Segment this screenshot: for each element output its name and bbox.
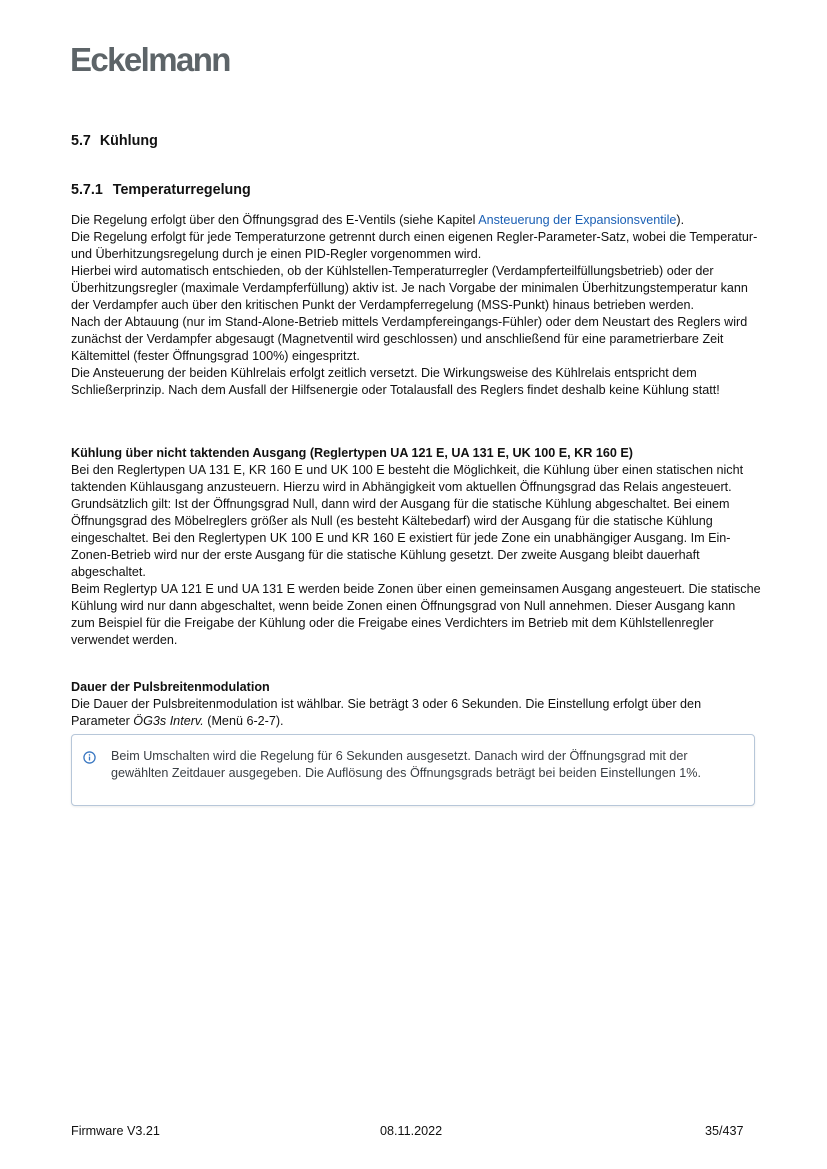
non-clocked-paragraph-1: Bei den Reglertypen UA 131 E, KR 160 E und UK 100 E besteht die Möglichkeit, die Kühlung über einen statischen nicht taktenden Kühlausgang anzusteuern. Hierzu wird in Abhängigkeit vom aktuellen Öffnungsgrad das Relais angesteuert. [71,463,744,494]
pwm-heading: Dauer der Pulsbreitenmodulation [71,680,270,694]
intro-paragraph-5: Die Ansteuerung der beiden Kühlrelais erfolgt zeitlich versetzt. Die Wirkungsweise des Kühlrelais entspricht dem Schließerprinzip. Nach dem Ausfall der Hilfsenergie oder Totalausfall des Reglers findet deshalb keine Kühlung statt! [71,366,720,397]
non-clocked-output-section [71,445,761,649]
pwm-parameter-name: ÖG3s Interv. [133,714,204,728]
non-clocked-heading: Kühlung über nicht taktenden Ausgang (Reglertypen UA 121 E, UA 131 E, UK 100 E, KR 160 E) [71,446,633,460]
intro-text [71,212,761,399]
subsection-heading [71,181,251,199]
company-logo: Eckelmann [70,41,230,78]
subsection-number: 5.7.1 [71,182,103,198]
info-note-text: Beim Umschalten wird die Regelung für 6 Sekunden ausgesetzt. Danach wird der Öffnungsgrad mit der gewählten Zeitdauer ausgegeben. Die Auflösung des Öffnungsgrads beträgt bei beiden Einstellungen 1%. [111,749,701,780]
info-icon [83,751,96,764]
footer-date: 08.11.2022 [380,1124,443,1138]
subsection-title: Temperaturregelung [112,182,251,198]
footer-firmware: Firmware V3.21 [71,1124,160,1138]
intro-paragraph-4: Nach der Abtauung (nur im Stand-Alone-Betrieb mittels Verdampfereingangs-Fühler) oder dem Neustart des Reglers wird zunächst der Verdampfer abgesaugt (Magnetventil wird geschlossen) und anschließend für eine parametrierbare Zeit Kältemittel (fester Öffnungsgrad 100%) eingespritzt. [71,315,748,363]
section-number: 5.7 [71,133,91,149]
pwm-paragraph: Die Dauer der Pulsbreitenmodulation ist wählbar. Sie beträgt 3 oder 6 Sekunden. Die Einstellung erfolgt über den Parameter ÖG3s Interv. (Menü 6-2-7). [71,697,702,728]
expansion-valve-link[interactable]: Ansteuerung der Expansionsventile [478,213,677,227]
section-heading [71,132,158,150]
footer-page-number: 35/437 [705,1124,744,1138]
intro-paragraph-1: Die Regelung erfolgt über den Öffnungsgrad des E-Ventils (siehe Kapitel Ansteuerung der Expansionsventile). [71,213,685,227]
intro-paragraph-3: Hierbei wird automatisch entschieden, ob der Kühlstellen-Temperaturregler (Verdampferteilfüllungsbetrieb) oder der Überhitzungsregler (maximale Verdampferfüllung) aktiv ist. Je nach Vorgabe der minimalen Überhitzungstemperatur kann der Verdampfer auch über den kritischen Punkt der Verdampferregelung (MSS-Punkt) hinaus betrieben werden. [71,264,748,312]
non-clocked-paragraph-3: Beim Reglertyp UA 121 E und UA 131 E werden beide Zonen über einen gemeinsamen Ausgang angesteuert. Die statische Kühlung wird nur dann abgeschaltet, wenn beide Zonen einen Öffnungsgrad von Null annehmen. Dieser Ausgang kann zum Beispiel für die Freigabe der Kühlung oder die Freigabe eines Verdichters im Betrieb mit dem Kühlstellenregler verwendet werden. [71,582,761,647]
non-clocked-paragraph-2: Grundsätzlich gilt: Ist der Öffnungsgrad Null, dann wird der Ausgang für die statische Kühlung abgeschaltet. Bei einem Öffnungsgrad des Möbelreglers größer als Null (es besteht Kältebedarf) wird der Ausgang für die statische Kühlung eingeschaltet. Bei den Reglertypen UK 100 E und KR 160 E existiert für jede Zone ein unabhängiger Ausgang. Im Ein-Zonen-Betrieb wird nur der erste Ausgang für die statische Kühlung gesetzt. Der zweite Ausgang bleibt dauerhaft abgeschaltet. [71,497,731,579]
info-note-box [71,734,755,806]
section-title: Kühlung [99,133,158,149]
pwm-section [71,679,761,730]
intro-paragraph-2: Die Regelung erfolgt für jede Temperaturzone getrennt durch einen eigenen Regler-Parameter-Satz, wobei die Temperatur- und Überhitzungsregelung durch je einen PID-Regler vorgenommen wird. [71,230,758,261]
